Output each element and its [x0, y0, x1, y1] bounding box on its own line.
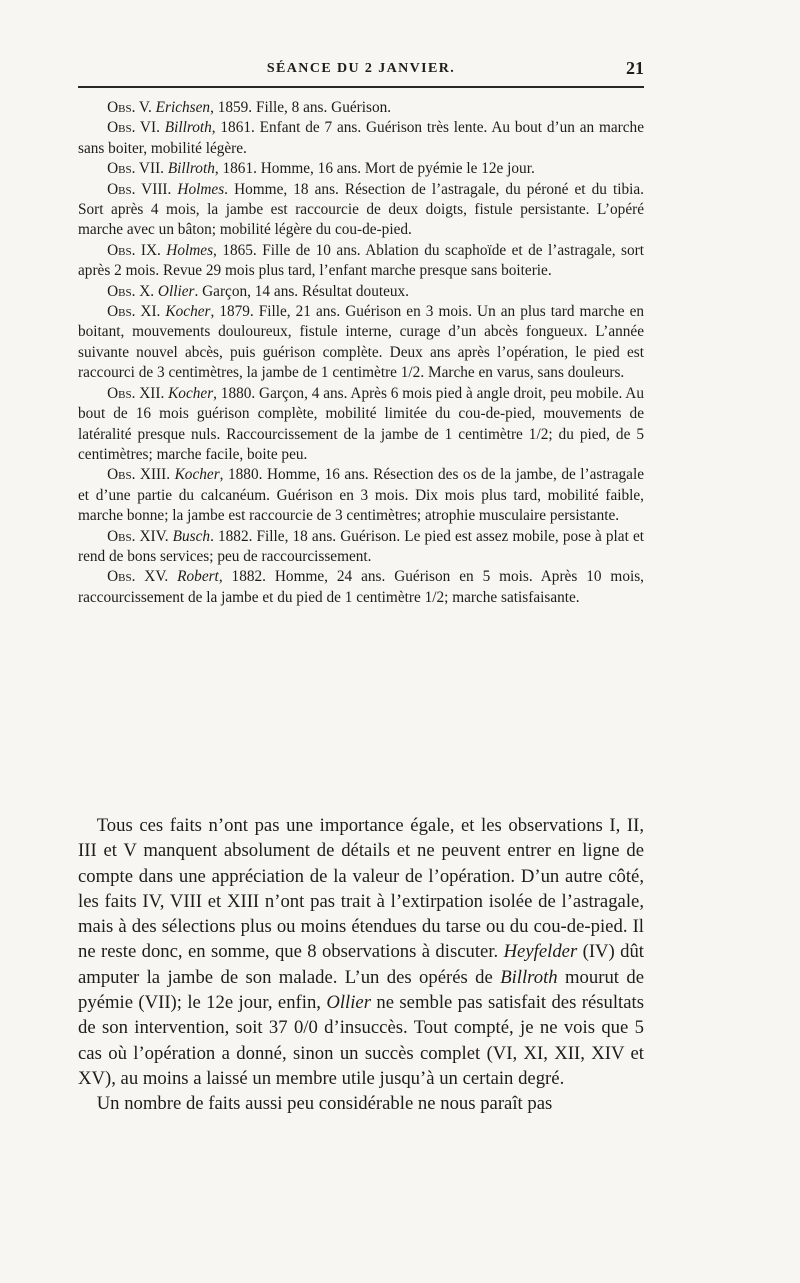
- observation-item: [78, 527, 644, 568]
- observations-list: [78, 98, 644, 608]
- observation-text: , 1880. Garçon, 4 ans. Après 6 mois pied à angle droit, peu mobile. Au bout de 16 mois guérison complète, mobilité limitée du cou-de-pied, mouvements de latéralité presque nuls. Raccourcissement de la jambe de 1 centimètre 1/2; du pied, de 5 centimètres; marche facile, boite peu.: [78, 384, 644, 463]
- observation-text: , 1882. Homme, 24 ans. Guérison en 5 mois. Après 10 mois, raccourcissement de la jambe et du pied de 1 centimètre 1/2; marche satisfaisante.: [78, 568, 644, 606]
- page-number: 21: [626, 58, 644, 78]
- observation-item: [78, 567, 644, 608]
- observation-item: [78, 159, 644, 179]
- observation-author: Billroth: [164, 119, 212, 137]
- observation-label: Obs. X.: [107, 282, 155, 300]
- observation-label: Obs. XV.: [107, 568, 169, 586]
- observation-author: Billroth: [167, 160, 215, 178]
- observation-text: . Homme, 18 ans. Résection de l’astragale, du péroné et du tibia. Sort après 4 mois, la jambe est raccourcie de deux doigts, fistule persistante. L’opéré marche avec un bâton; mobilité légère du cou-de-pied.: [78, 180, 644, 239]
- observation-author: Kocher: [174, 466, 220, 484]
- paragraph-text: (IV) dût amputer la jambe de son malade. L’un des opérés de: [78, 941, 644, 988]
- observation-item: [78, 118, 644, 159]
- observation-label: Obs. VIII.: [107, 180, 172, 198]
- session-title: SÉANCE DU 2 JANVIER.: [266, 61, 456, 76]
- body-text: [78, 813, 644, 1117]
- observation-author: Holmes: [166, 241, 214, 259]
- header-rule: [78, 86, 644, 88]
- observation-author: Kocher: [165, 303, 211, 321]
- observation-item: [78, 180, 644, 241]
- observation-label: Obs. XIV.: [107, 527, 169, 545]
- observation-label: Obs. V.: [107, 99, 152, 116]
- observation-author: Kocher: [168, 384, 214, 402]
- observation-text: , 1880. Homme, 16 ans. Résection des os de la jambe, de l’astragale et d’une partie du calcanéum. Guérison en 3 mois. Dix mois plus tard, mobilité faible, marche bonne; la jambe est raccourcie de 3 centimètres; atrophie musculaire persistante.: [78, 466, 644, 525]
- observation-text: , 1865. Fille de 10 ans. Ablation du scaphoïde et de l’astragale, sort après 2 mois. Revue 29 mois plus tard, l’enfant marche presque sans boiterie.: [78, 241, 644, 280]
- observation-item: [78, 98, 644, 118]
- paragraph-conclusion: [78, 1091, 644, 1116]
- observation-author: Erichsen: [155, 99, 211, 116]
- author-heyfelder: Heyfelder: [503, 941, 578, 963]
- observation-label: Obs. VI.: [107, 119, 160, 137]
- observation-label: Obs. XI.: [107, 303, 161, 321]
- paragraph-text: mourut de pyémie (VII); le 12e jour, enfin,: [78, 966, 644, 1014]
- observation-label: Obs. IX.: [107, 241, 161, 259]
- observation-label: Obs. XIII.: [107, 466, 171, 484]
- observation-label: Obs. VII.: [107, 160, 164, 178]
- observation-item: [78, 302, 644, 384]
- observation-item: [78, 282, 644, 302]
- author-billroth: Billroth: [500, 966, 558, 988]
- paragraph-text: Tous ces faits n’ont pas une importance égale, et les observations I, II, III et V manquent absolument de détails et ne peuvent entrer en ligne de compte dans une appréciation de la valeur de l’opération. D’un autre côté, les faits IV, VIII et XIII n’ont pas trait à l’extirpation isolée de l’astragale, mais à des sélections plus ou moins étendues du tarse ou du cou-de-pied. Il ne reste donc, en somme, que 8 observations à discuter.: [78, 815, 644, 963]
- observation-author: Ollier: [157, 282, 195, 300]
- author-ollier: Ollier: [326, 992, 371, 1014]
- observation-item: [78, 384, 644, 466]
- observation-text: , 1861. Enfant de 7 ans. Guérison très lente. Au bout d’un an marche sans boiter, mobilité légère.: [78, 119, 644, 157]
- observation-author: Busch: [172, 527, 211, 545]
- observation-text: . 1882. Fille, 18 ans. Guérison. Le pied est assez mobile, pose à plat et rend de bons services; peu de raccourcissement.: [78, 527, 645, 565]
- running-header: [78, 58, 644, 82]
- observation-text: . Garçon, 14 ans. Résultat douteux.: [194, 282, 410, 300]
- observation-text: , 1859. Fille, 8 ans. Guérison.: [210, 99, 392, 116]
- paragraph-text: ne semble pas satisfait des résultats de son intervention, soit 37 0/0 d’insuccès. Tout compté, je ne vois que 5 cas où l’opération a donné, sinon un succès complet (VI, XI, XII, XIV et XV), au moins a laissé un membre utile jusqu’à un certain degré.: [78, 992, 644, 1089]
- observation-item: [78, 465, 644, 526]
- paragraph-discussion: [78, 813, 644, 1091]
- observation-label: Obs. XII.: [107, 384, 165, 402]
- observation-text: , 1879. Fille, 21 ans. Guérison en 3 mois. Un an plus tard marche en boitant, mouvements douloureux, fistule interne, curage d’un abcès fongueux. L’année suivante nouvel abcès, puis guérison complète. Deux ans après l’opération, le pied est raccourci de 3 centimètres, la jambe de 1 centimètre 1/2. Marche en varus, sans douleurs.: [78, 303, 645, 382]
- observation-item: [78, 241, 644, 282]
- observation-text: , 1861. Homme, 16 ans. Mort de pyémie le 12e jour.: [214, 160, 535, 178]
- observation-author: Holmes: [177, 180, 225, 198]
- paragraph-text: Un nombre de faits aussi peu considérable ne nous paraît pas: [96, 1093, 553, 1115]
- observation-author: Robert: [177, 568, 219, 586]
